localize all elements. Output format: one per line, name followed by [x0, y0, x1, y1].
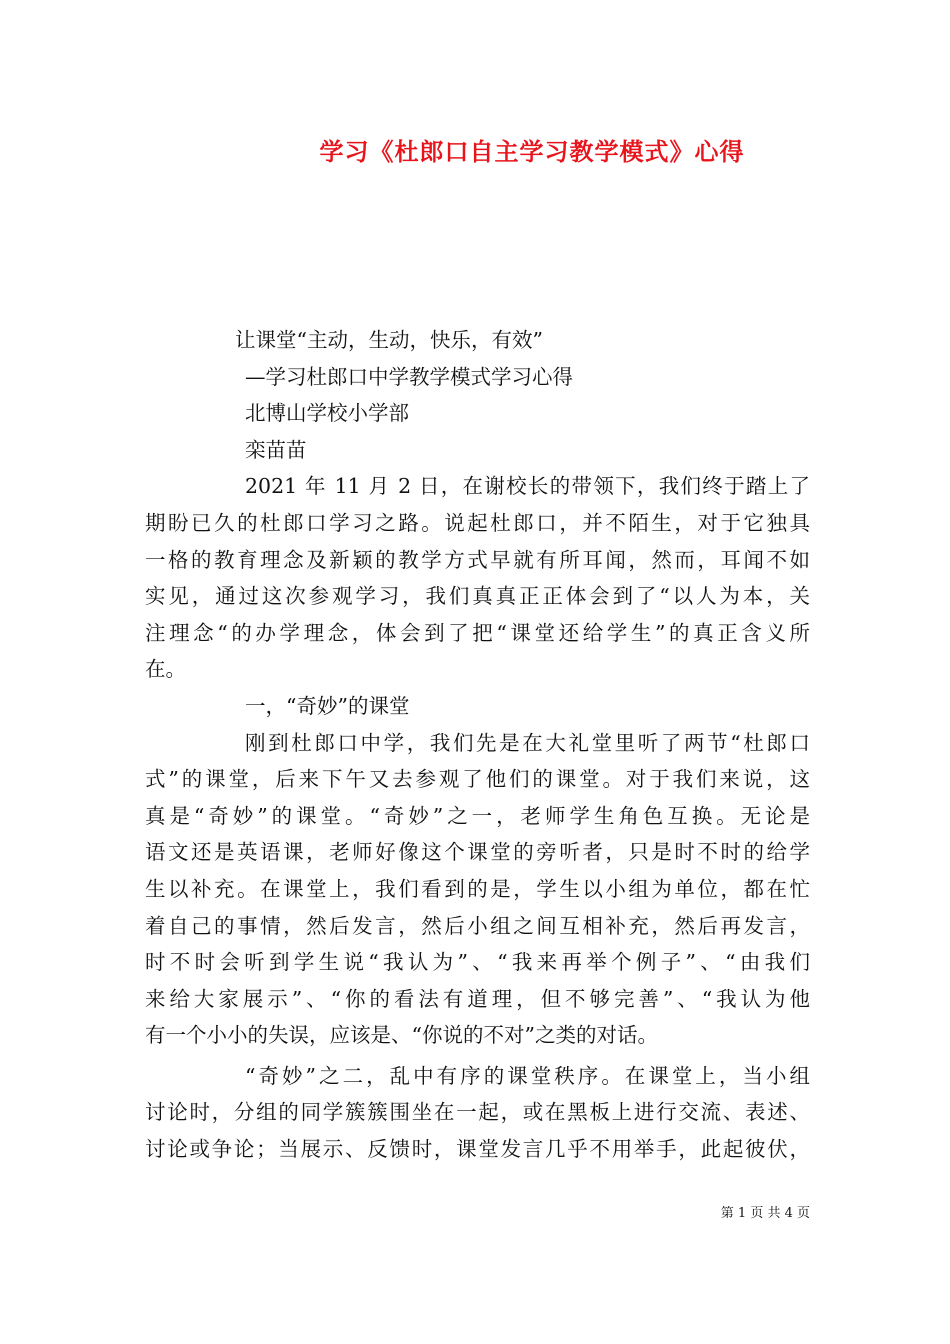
- author-name: 栾苗苗: [245, 437, 307, 462]
- paragraph-line: 实见，通过这次参观学习，我们真真正正体会到了“以人为本，关: [145, 584, 810, 609]
- paragraph-line: 来给大家展示”、“你的看法有道理，但不够完善”、“我认为他: [145, 986, 810, 1011]
- paragraph-line: 着自己的事情，然后发言，然后小组之间互相补充，然后再发言，: [145, 913, 810, 938]
- paragraph-line: 一格的教育理念及新颖的教学方式早就有所耳闻，然而，耳闻不如: [145, 547, 810, 572]
- paragraph-line: 语文还是英语课，老师好像这个课堂的旁听者，只是时不时的给学: [145, 840, 810, 865]
- paragraph-line: 在。: [145, 657, 186, 682]
- paragraph-line: 时不时会听到学生说“我认为”、“我来再举个例子”、“由我们: [145, 950, 810, 975]
- document-title: 学习《杜郎口自主学习教学模式》心得: [319, 137, 745, 166]
- paragraph-line: 讨论或争论；当展示、反馈时，课堂发言几乎不用举手，此起彼伏，: [145, 1137, 810, 1162]
- paragraph-line: 生以补充。在课堂上，我们看到的是，学生以小组为单位，都在忙: [145, 876, 810, 901]
- document-body: [145, 322, 810, 1168]
- subtitle-line: 让课堂“主动，生动，快乐，有效”: [235, 328, 543, 352]
- paragraph-line: 2021 年 11 月 2 日，在谢校长的带领下，我们终于踏上了: [245, 474, 810, 499]
- paragraph-line: 期盼已久的杜郎口学习之路。说起杜郎口，并不陌生，对于它独具: [145, 510, 810, 535]
- page-number: 第 1 页 共 4 页: [720, 1206, 810, 1221]
- paragraph-line: 讨论时，分组的同学簇簇围坐在一起，或在黑板上进行交流、表述、: [145, 1100, 810, 1125]
- paragraph-line: 式”的课堂，后来下午又去参观了他们的课堂。对于我们来说，这: [145, 767, 810, 792]
- paragraph-line: 有一个小小的失误，应该是、“你说的不对”之类的对话。: [145, 1023, 658, 1048]
- paragraph-line: 注理念“的办学理念，体会到了把“课堂还给学生”的真正含义所: [145, 620, 810, 645]
- school-name: 北博山学校小学部: [245, 401, 409, 426]
- subtitle-line-2: —学习杜郎口中学教学模式学习心得: [245, 364, 573, 389]
- paragraph-line: 刚到杜郎口中学，我们先是在大礼堂里听了两节“杜郎口: [245, 730, 810, 755]
- paragraph-line: 真是“奇妙”的课堂。“奇妙”之一，老师学生角色互换。无论是: [145, 803, 810, 828]
- section-heading: 一，“奇妙”的课堂: [245, 693, 410, 718]
- paragraph-line: “奇妙”之二，乱中有序的课堂秩序。在课堂上，当小组: [245, 1063, 810, 1088]
